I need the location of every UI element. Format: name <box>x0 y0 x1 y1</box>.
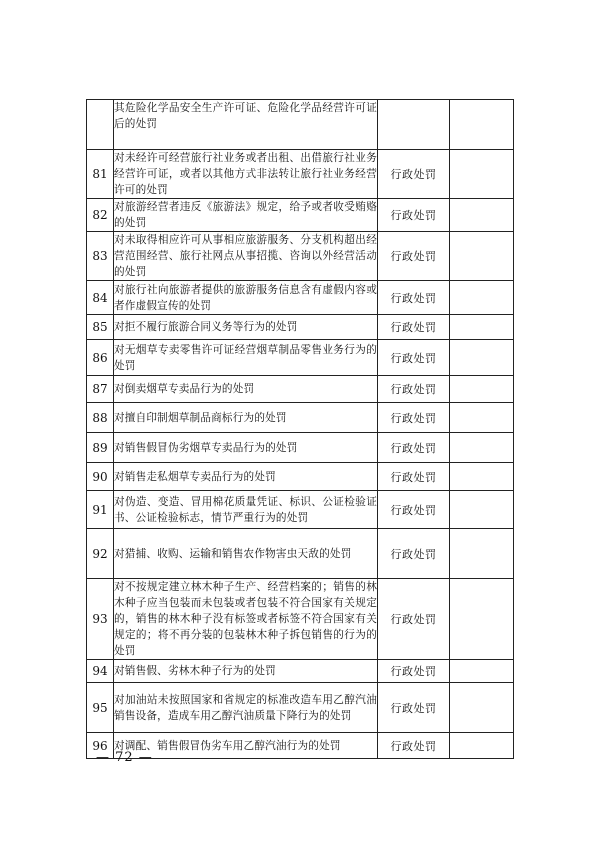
row-number: 90 <box>87 463 114 491</box>
table-row <box>87 281 514 315</box>
row-number: 89 <box>87 433 114 463</box>
item-description: 对未取得相应许可从事相应旅游服务、分支机构超出经营范围经营、旅行社网点从事招揽、咨询以外经营活动的处罚 <box>114 232 378 281</box>
item-description: 对旅行社向旅游者提供的旅游服务信息含有虚假内容或者作虚假宣传的处罚 <box>114 281 378 315</box>
penalty-items-table <box>86 99 514 759</box>
item-type: 行政处罚 <box>378 529 450 579</box>
blank-cell <box>450 733 514 759</box>
table-row <box>87 433 514 463</box>
item-description: 对销售假冒伪劣烟草专卖品行为的处罚 <box>114 433 378 463</box>
item-type: 行政处罚 <box>378 232 450 281</box>
page-number-footer: — 72 — <box>96 750 153 765</box>
table-row <box>87 683 514 733</box>
item-type: 行政处罚 <box>378 579 450 660</box>
item-description: 对调配、销售假冒伪劣车用乙醇汽油行为的处罚 <box>114 733 378 759</box>
row-number <box>87 100 114 150</box>
row-number: 94 <box>87 660 114 683</box>
table-row <box>87 100 514 150</box>
blank-cell <box>450 529 514 579</box>
item-description: 对未经许可经营旅行社业务或者出租、出借旅行社业务经营许可证，或者以其他方式非法转让旅行社业务经营许可的处罚 <box>114 150 378 199</box>
item-type: 行政处罚 <box>378 433 450 463</box>
item-description: 对销售走私烟草专卖品行为的处罚 <box>114 463 378 491</box>
item-description: 对猎捕、收购、运输和销售农作物害虫天敌的处罚 <box>114 529 378 579</box>
row-number: 96 <box>87 733 114 759</box>
blank-cell <box>450 660 514 683</box>
item-description: 对擅自印制烟草制品商标行为的处罚 <box>114 403 378 433</box>
blank-cell <box>450 463 514 491</box>
table-row <box>87 232 514 281</box>
row-number: 93 <box>87 579 114 660</box>
table-row <box>87 463 514 491</box>
table-row <box>87 199 514 232</box>
table-row <box>87 529 514 579</box>
row-number: 88 <box>87 403 114 433</box>
row-number: 85 <box>87 315 114 340</box>
item-type: 行政处罚 <box>378 150 450 199</box>
row-number: 95 <box>87 683 114 733</box>
blank-cell <box>450 281 514 315</box>
blank-cell <box>450 100 514 150</box>
item-description: 其危险化学品安全生产许可证、危险化学品经营许可证后的处罚 <box>114 100 378 150</box>
item-type: 行政处罚 <box>378 376 450 403</box>
blank-cell <box>450 579 514 660</box>
table-row <box>87 403 514 433</box>
row-number: 86 <box>87 340 114 376</box>
row-number: 82 <box>87 199 114 232</box>
blank-cell <box>450 683 514 733</box>
item-description: 对旅游经营者违反《旅游法》规定，给予或者收受贿赂的处罚 <box>114 199 378 232</box>
item-type: 行政处罚 <box>378 403 450 433</box>
blank-cell <box>450 232 514 281</box>
item-description: 对销售假、劣林木种子行为的处罚 <box>114 660 378 683</box>
item-type: 行政处罚 <box>378 491 450 529</box>
item-type: 行政处罚 <box>378 463 450 491</box>
blank-cell <box>450 491 514 529</box>
item-description: 对拒不履行旅游合同义务等行为的处罚 <box>114 315 378 340</box>
item-type: 行政处罚 <box>378 340 450 376</box>
row-number: 84 <box>87 281 114 315</box>
table-row <box>87 340 514 376</box>
item-description: 对无烟草专卖零售许可证经营烟草制品零售业务行为的处罚 <box>114 340 378 376</box>
item-type: 行政处罚 <box>378 660 450 683</box>
item-description: 对加油站未按照国家和省规定的标准改造车用乙醇汽油销售设备，造成车用乙醇汽油质量下降行为的处罚 <box>114 683 378 733</box>
row-number: 92 <box>87 529 114 579</box>
item-description: 对不按规定建立林木种子生产、经营档案的；销售的林木种子应当包装而未包装或者包装不符合国家有关规定的，销售的林木种子没有标签或者标签不符合国家有关规定的；将不再分装的包装林木种子拆包销售的行为的处罚 <box>114 579 378 660</box>
blank-cell <box>450 340 514 376</box>
blank-cell <box>450 199 514 232</box>
item-type <box>378 100 450 150</box>
table-row <box>87 491 514 529</box>
item-type: 行政处罚 <box>378 683 450 733</box>
row-number: 83 <box>87 232 114 281</box>
table-row <box>87 150 514 199</box>
table-row <box>87 579 514 660</box>
table-row <box>87 660 514 683</box>
blank-cell <box>450 433 514 463</box>
blank-cell <box>450 403 514 433</box>
row-number: 87 <box>87 376 114 403</box>
item-description: 对伪造、变造、冒用棉花质量凭证、标识、公证检验证书、公证检验标志，情节严重行为的处罚 <box>114 491 378 529</box>
item-description: 对倒卖烟草专卖品行为的处罚 <box>114 376 378 403</box>
table-row <box>87 376 514 403</box>
blank-cell <box>450 376 514 403</box>
blank-cell <box>450 150 514 199</box>
item-type: 行政处罚 <box>378 281 450 315</box>
row-number: 81 <box>87 150 114 199</box>
item-type: 行政处罚 <box>378 199 450 232</box>
item-type: 行政处罚 <box>378 733 450 759</box>
row-number: 91 <box>87 491 114 529</box>
table-row <box>87 315 514 340</box>
blank-cell <box>450 315 514 340</box>
item-type: 行政处罚 <box>378 315 450 340</box>
